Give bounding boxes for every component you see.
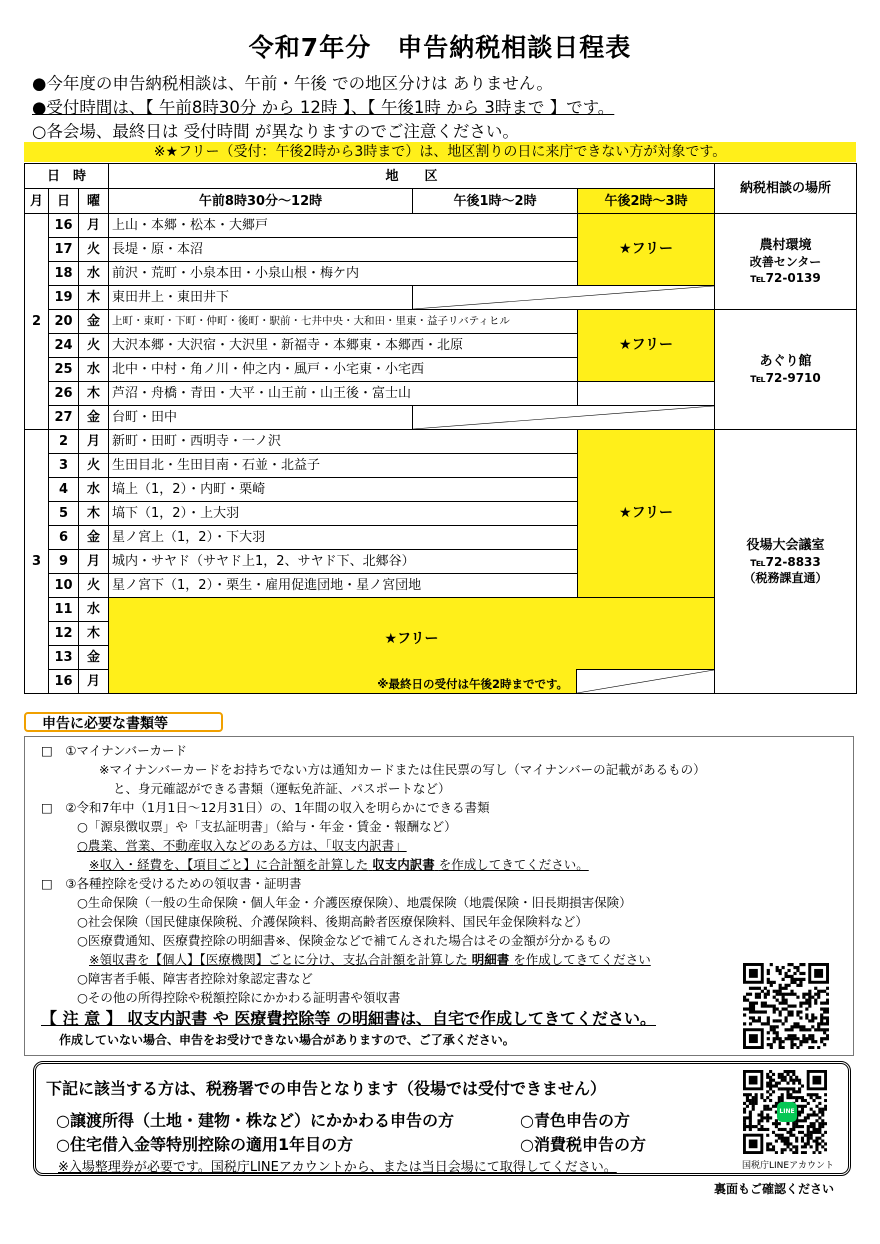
empty-slot — [413, 406, 715, 430]
row-day: 9 — [49, 550, 79, 574]
venue-line: （税務課直通） — [743, 570, 828, 585]
row-area: 城内・サヤド（サヤド上1，2、サヤド下、北郷谷） — [109, 550, 578, 574]
row-day: 25 — [49, 358, 79, 382]
tax-office-item-4: ○消費税申告の方 — [520, 1135, 646, 1154]
row-dow: 水 — [79, 262, 109, 286]
row-area: 大沢本郷・大沢宿・大沢里・新福寺・本郷東・本郷西・北原 — [109, 334, 578, 358]
venue-line: ℡72-9710 — [750, 370, 821, 385]
header-district: 地 区 — [109, 164, 715, 189]
row-day: 17 — [49, 238, 79, 262]
venue-line: 役場大会議室 — [746, 537, 825, 553]
header-am: 午前8時30分～12時 — [109, 189, 413, 214]
venue-line: ℡72-8833 — [750, 554, 821, 569]
doc-line: ○「源泉徴収票」や「支払証明書」（給与・年金・賃金・報酬など） — [77, 819, 457, 834]
table-row — [25, 430, 857, 454]
row-area: 生田目北・生田目南・石並・北益子 — [109, 454, 578, 478]
doc-line: ※収入・経費を、【項目ごと】に合計額を計算した 収支内訳書 を作成してきてください。 — [89, 857, 589, 872]
doc-line: ※マイナンバーカードをお持ちでない方は通知カードまたは住民票の写し（マイナンバーの記載があるもの） — [99, 762, 706, 777]
last-day-note: ※最終日の受付は午後2時までです。 — [377, 677, 569, 691]
row-day: 6 — [49, 526, 79, 550]
row-dow: 木 — [79, 622, 109, 646]
row-day: 13 — [49, 646, 79, 670]
row-day: 16 — [49, 670, 79, 694]
row-dow: 水 — [79, 478, 109, 502]
row-month: 3 — [25, 430, 49, 694]
header-pm1: 午後1時～2時 — [413, 189, 578, 214]
qr-code-icon — [743, 963, 829, 1049]
row-dow: 月 — [79, 550, 109, 574]
row-day: 3 — [49, 454, 79, 478]
row-day: 11 — [49, 598, 79, 622]
row-day: 19 — [49, 286, 79, 310]
empty-slot — [576, 669, 714, 693]
row-day: 26 — [49, 382, 79, 406]
row-area: 上山・本郷・松本・大郷戸 — [109, 214, 578, 238]
doc-item-1: □ ①マイナンバーカード — [41, 743, 188, 758]
row-day: 18 — [49, 262, 79, 286]
table-row — [25, 214, 857, 238]
row-area: 上町・東町・下町・仲町・後町・駅前・七井中央・大和田・里東・益子リバティヒル — [109, 310, 578, 334]
schedule-table — [24, 163, 857, 694]
row-dow: 火 — [79, 574, 109, 598]
row-day: 2 — [49, 430, 79, 454]
caution: 【 注 意 】 収支内訳書 や 医療費控除等 の明細書は、自宅で作成してきてください。 — [41, 1009, 656, 1028]
row-area: 星ノ宮上（1，2）・下大羽 — [109, 526, 578, 550]
doc-line: ○障害者手帳、障害者控除対象認定書など — [77, 971, 313, 986]
row-month: 2 — [25, 214, 49, 430]
header-month: 月 — [25, 189, 49, 214]
header-date: 日 時 — [25, 164, 109, 189]
ticket-note: ※入場整理券が必要です。国税庁LINEアカウントから、または当日会場にて取得してください。 — [58, 1160, 617, 1175]
venue-line: あぐり館 — [759, 353, 812, 369]
intro-line-3: ○各会場、最終日は 受付時間 が異なりますのでご注意ください。 — [32, 122, 519, 141]
tax-office-item-1: ○譲渡所得（土地・建物・株など）にかかわる申告の方 — [56, 1111, 454, 1130]
free-slot: ★フリー — [578, 214, 715, 286]
tax-office-box — [33, 1061, 851, 1176]
venue-line: 改善センター — [749, 254, 822, 269]
row-dow: 火 — [79, 238, 109, 262]
row-day: 12 — [49, 622, 79, 646]
row-area: 塙下（1，2）・上大羽 — [109, 502, 578, 526]
tax-office-heading: 下記に該当する方は、税務署での申告となります（役場では受付できません） — [46, 1079, 607, 1098]
row-area: 星ノ宮下（1，2）・栗生・雇用促進団地・星ノ宮団地 — [109, 574, 578, 598]
page-title: 令和7年分 申告納税相談日程表 — [248, 33, 632, 62]
row-dow: 金 — [79, 646, 109, 670]
free-banner: ※★フリー（受付：午後2時から3時まで）は、地区割りの日に来庁できない方が対象です。 — [24, 142, 856, 162]
venue — [715, 430, 857, 694]
doc-line: ○生命保険（一般の生命保険・個人年金・介護医療保険）、地震保険（地震保険・旧長期損害保険） — [77, 895, 632, 910]
row-dow: 月 — [79, 430, 109, 454]
header-day: 日 — [49, 189, 79, 214]
row-dow: 火 — [79, 334, 109, 358]
free-block-label: ★フリー — [384, 631, 439, 648]
doc-item-3: □ ③各種控除を受けるための領収書・証明書 — [41, 876, 302, 891]
row-dow: 月 — [79, 214, 109, 238]
row-area: 北中・中村・角ノ川・仲之内・風戸・小宅東・小宅西 — [109, 358, 578, 382]
intro-line-2: ●受付時間は、【 午前8時30分 から 12時 】、【 午後1時 から 3時まで 】です。 — [32, 98, 615, 117]
footer-note: 裏面もご確認ください — [714, 1182, 835, 1196]
docs-box — [24, 736, 854, 1056]
row-dow: 月 — [79, 670, 109, 694]
row-area: 長堤・原・本沼 — [109, 238, 578, 262]
row-area: 前沢・荒町・小泉本田・小泉山根・梅ケ内 — [109, 262, 578, 286]
row-dow: 金 — [79, 310, 109, 334]
doc-line: ※領収書を【個人】【医療機関】ごとに分け、支払合計額を計算した 明細書 を作成してきてください — [89, 952, 651, 967]
row-area: 新町・田町・西明寺・一ノ沢 — [109, 430, 578, 454]
row-day: 24 — [49, 334, 79, 358]
row-dow: 水 — [79, 358, 109, 382]
venue — [715, 214, 857, 310]
docs-label: 申告に必要な書類等 — [24, 712, 223, 732]
venue-line: 農村環境 — [759, 237, 812, 253]
caution-note: 作成していない場合、申告をお受けできない場合がありますので、ご了承ください。 — [59, 1033, 515, 1047]
row-day: 27 — [49, 406, 79, 430]
row-day: 16 — [49, 214, 79, 238]
row-dow: 水 — [79, 598, 109, 622]
row-day: 5 — [49, 502, 79, 526]
header-dow: 曜 — [79, 189, 109, 214]
row-area: 塙上（1，2）・内町・栗崎 — [109, 478, 578, 502]
qr-caption: 国税庁LINEアカウント — [742, 1161, 834, 1171]
doc-item-2: □ ②令和7年中（1月1日～12月31日）の、1年間の収入を明らかにできる書類 — [41, 800, 490, 815]
row-dow: 金 — [79, 406, 109, 430]
intro-line-1: ●今年度の申告納税相談は、午前・午後 での地区分けは ありません。 — [32, 74, 553, 93]
row-day: 4 — [49, 478, 79, 502]
row-dow: 木 — [79, 502, 109, 526]
row-area: 東田井上・東田井下 — [109, 286, 413, 310]
venue — [715, 310, 857, 430]
row-dow: 金 — [79, 526, 109, 550]
row-day: 20 — [49, 310, 79, 334]
header-pm2: 午後2時～3時 — [578, 189, 715, 214]
doc-line: ○社会保険（国民健康保険税、介護保険料、後期高齢者医療保険料、国民年金保険料など） — [77, 914, 588, 929]
doc-line: と、身元確認ができる書類（運転免許証、パスポートなど） — [113, 781, 451, 796]
row-area: 台町・田中 — [109, 406, 413, 430]
tax-office-item-3: ○住宅借入金等特別控除の適用1年目の方 — [56, 1135, 354, 1154]
row-area: 芦沼・舟橋・青田・大平・山王前・山王後・富士山 — [109, 382, 578, 406]
row-day: 10 — [49, 574, 79, 598]
line-logo-icon: LINE — [777, 1102, 797, 1122]
table-row — [25, 310, 857, 334]
doc-line: ○その他の所得控除や税額控除にかかわる証明書や領収書 — [77, 990, 401, 1005]
doc-line: ○医療費通知、医療費控除の明細書※、保険金などで補てんされた場合はその金額が分かるもの — [77, 933, 611, 948]
row-dow: 火 — [79, 454, 109, 478]
row-dow: 木 — [79, 286, 109, 310]
free-slot: ★フリー — [578, 310, 715, 382]
free-block — [109, 598, 715, 694]
tax-office-item-2: ○青色申告の方 — [520, 1111, 630, 1130]
empty-slot — [413, 286, 715, 310]
row-dow: 木 — [79, 382, 109, 406]
doc-line: ○農業、営業、不動産収入などのある方は、「収支内訳書」 — [77, 838, 407, 853]
header-place: 納税相談の場所 — [715, 164, 857, 214]
free-slot: ★フリー — [578, 430, 715, 598]
venue-line: ℡72-0139 — [750, 270, 821, 285]
